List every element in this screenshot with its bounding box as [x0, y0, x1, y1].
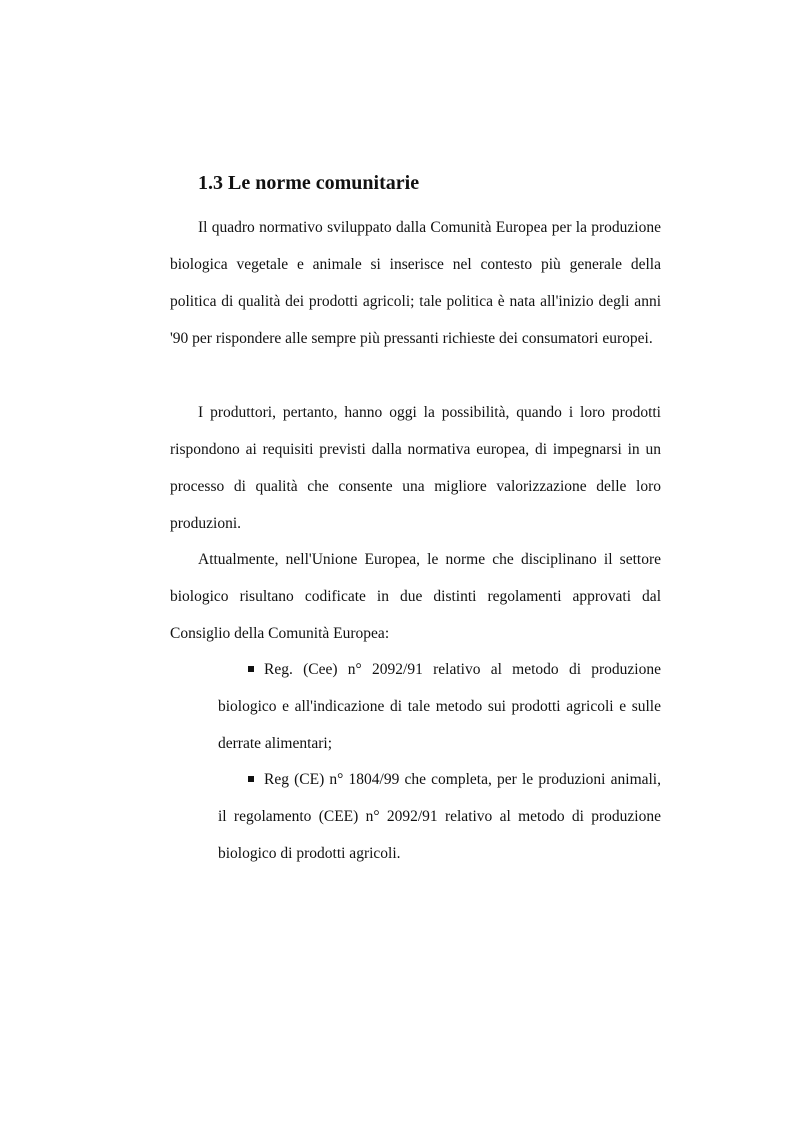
square-bullet-icon: [248, 776, 254, 782]
bullet-item-2: [218, 761, 661, 872]
paragraph-1: Il quadro normativo sviluppato dalla Comunità Europea per la produzione biologica vegetale e animale si inserisce nel contesto più generale della politica di qualità dei prodotti agricoli; tale politica è nata all'inizio degli anni '90 per rispondere alle sempre più pressanti richieste dei consumatori europei.: [170, 219, 661, 347]
paragraph-3: Attualmente, nell'Unione Europea, le norme che disciplinano il settore biologico risultano codificate in due distinti regolamenti approvati dal Consiglio della Comunità Europea:: [170, 551, 661, 642]
bullet-item-1: [218, 651, 661, 762]
bullet-text-2: Reg (CE) n° 1804/99 che completa, per le produzioni animali, il regolamento (CEE) n° 2092/91 relativo al metodo di produzione biologico di prodotti agricoli.: [218, 771, 661, 862]
paragraph-2: I produttori, pertanto, hanno oggi la possibilità, quando i loro prodotti rispondono ai requisiti previsti dalla normativa europea, di impegnarsi in un processo di qualità che consente una migliore valorizzazione delle loro produzioni.: [170, 404, 661, 532]
bullet-text-1: Reg. (Cee) n° 2092/91 relativo al metodo di produzione biologico e all'indicazione di tale metodo sui prodotti agricoli e sulle derrate alimentari;: [218, 661, 661, 752]
square-bullet-icon: [248, 666, 254, 672]
section-heading: 1.3 Le norme comunitarie: [198, 172, 420, 194]
